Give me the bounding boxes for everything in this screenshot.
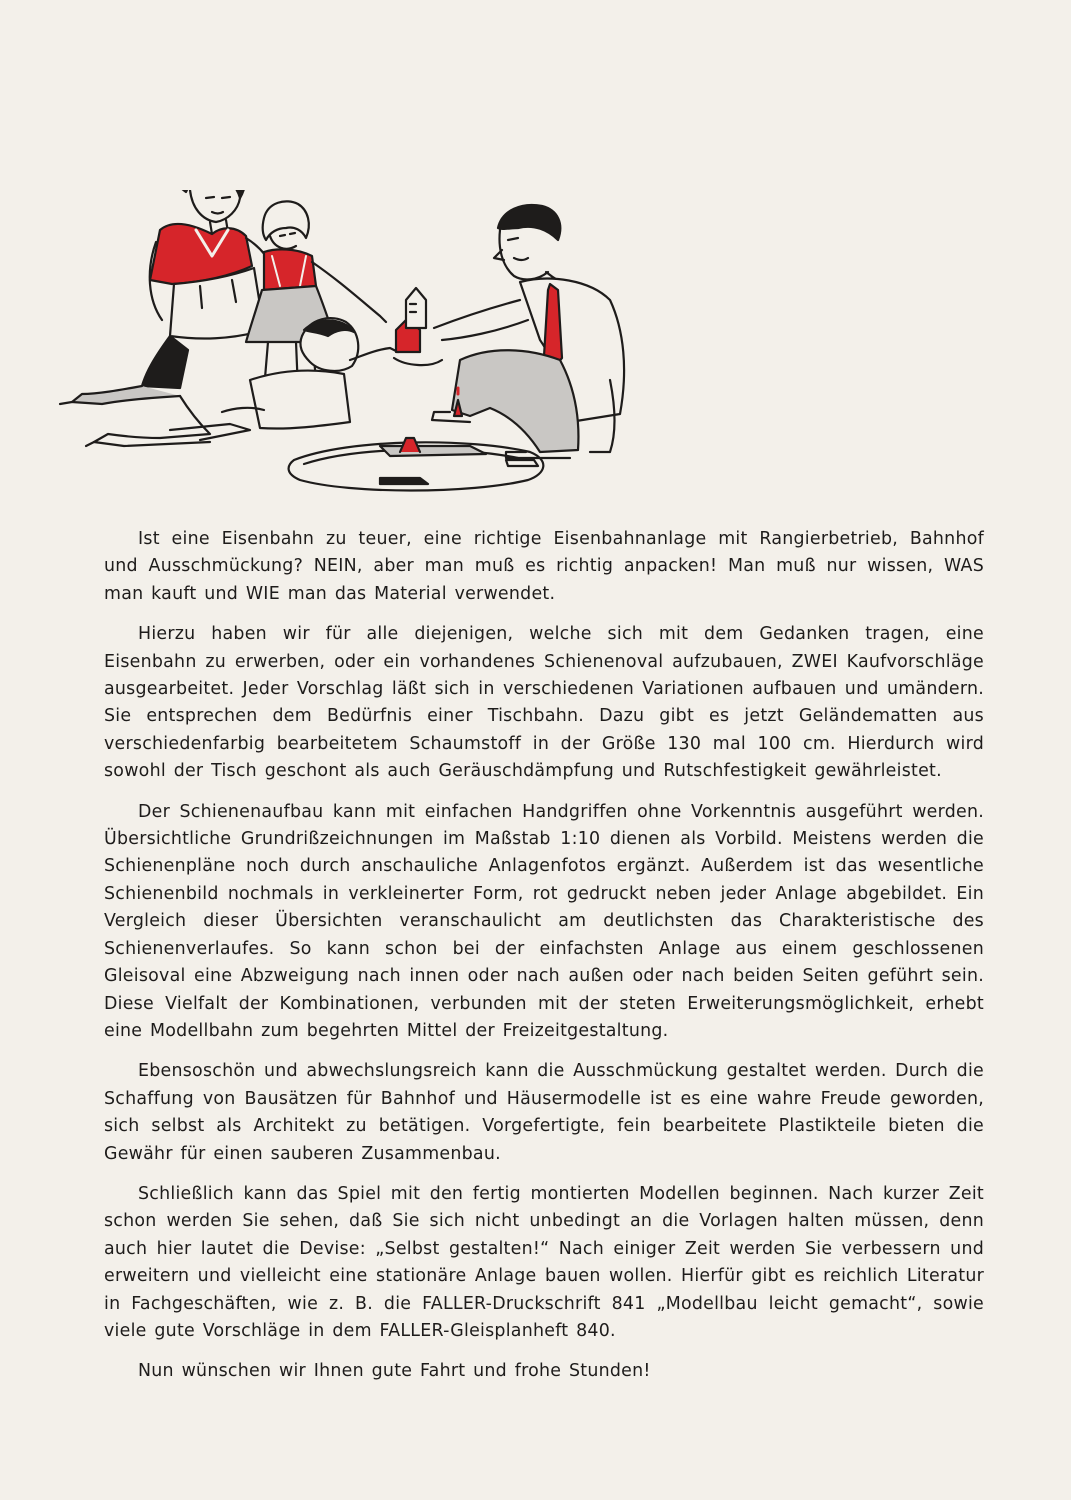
paragraph-purchase-suggestions: Hierzu haben wir für alle diejenigen, welche sich mit dem Gedanken tragen, eine Eisenbahn zu erwerben, oder ein vorhandenes Schienenoval aufzubauen, ZWEI Kaufvorschläge ausgearbeitet. Jeder Vorschlag läßt sich in verschiedenen Variationen aufbauen und umändern. Sie entsprechen dem Bedürfnis einer Tischbahn. Dazu gibt es jetzt Geländematten aus verschiedenfarbig bearbeitetem Schaumstoff in der Größe 130 mal 100 cm. Hierdurch wird sowohl der Tisch geschont als auch Geräuschdämpfung und Rutschfestigkeit gewährleistet. — [104, 624, 984, 782]
paragraph-decoration: Ebensoschön und abwechslungsreich kann die Ausschmückung gestaltet werden. Durch die Schaffung von Bausätzen für Bahnhof und Häusermodelle ist es eine wahre Freude geworden, sich selbst als Architekt zu betätigen. Vorgefertigte, fein bearbeitete Plastikteile bieten die Gewähr für einen sauberen Zusammenbau. — [104, 1061, 984, 1164]
body-text — [104, 526, 984, 1399]
family-illustration-drawing — [50, 190, 690, 510]
paragraph-play: Schließlich kann das Spiel mit den fertig montierten Modellen beginnen. Nach kurzer Zeit schon werden Sie sehen, daß Sie sich nicht unbedingt an die Vorlagen halten müssen, denn auch hier lautet die Devise: „Selbst gestalten!“ Nach einiger Zeit werden Sie verbessern und erweitern und vielleicht eine stationäre Anlage bauen wollen. Hierfür gibt es reichlich Literatur in Fachgeschäften, wie z. B. die FALLER-Druckschrift 841 „Modellbau leicht gemacht“, sowie viele gute Vorschläge in dem FALLER-Gleisplanheft 840. — [104, 1183, 984, 1341]
family-railway-illustration — [50, 190, 690, 510]
father-figure — [432, 205, 624, 458]
paragraph-intro: Ist eine Eisenbahn zu teuer, eine richtige Eisenbahnanlage mit Rangierbetrieb, Bahnhof und Ausschmückung? NEIN, aber man muß es richtig anpacken! Man muß nur wissen, WAS man kauft und WIE man das Material verwendet. — [104, 529, 984, 604]
paragraph-closing: Nun wünschen wir Ihnen gute Fahrt und frohe Stunden! — [138, 1361, 651, 1382]
paragraph-track-assembly: Der Schienenaufbau kann mit einfachen Handgriffen ohne Vorkenntnis ausgeführt werden. Übersichtliche Grundrißzeichnungen im Maßstab 1:10 dienen als Vorbild. Meistens werden die Schienenpläne noch durch anschauliche Anlagenfotos ergänzt. Außerdem ist das wesentliche Schienenbild nochmals in verkleinerter Form, rot gedruckt neben jeder Anlage abgebildet. Ein Vergleich dieser Übersichten veranschaulicht am deutlichsten das Charakteristische des Schienenverlaufes. So kann schon bei der einfachsten Anlage aus einem geschlossenen Gleisoval eine Abzweigung nach innen oder nach außen oder nach beiden Seiten geführt sein. Diese Vielfalt der Kombinationen, verbunden mit der steten Erweiterungsmöglichkeit, erhebt eine Modellbahn zum begehrten Mittel der Freizeitgestaltung. — [104, 801, 984, 1041]
